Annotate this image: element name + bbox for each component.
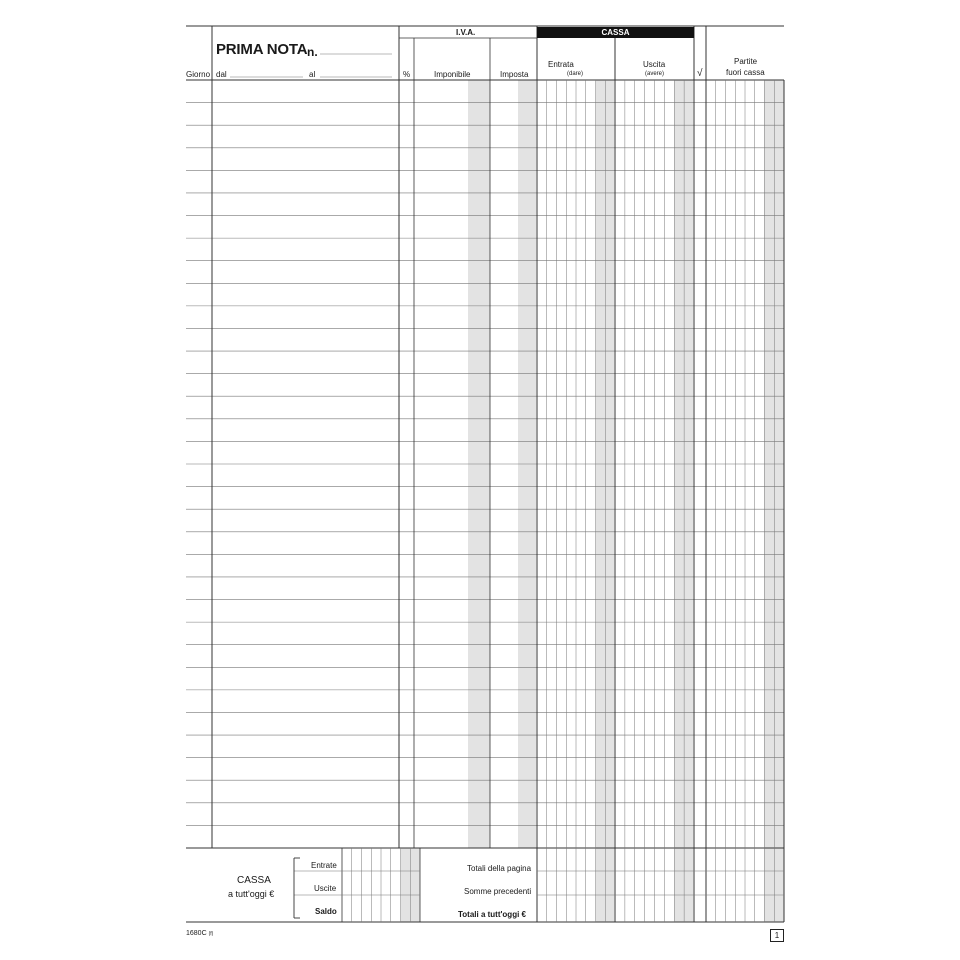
totali-pagina-label: Totali della pagina xyxy=(467,864,532,873)
form-number-label: n. xyxy=(307,45,318,59)
partite-header-1: Partite xyxy=(734,57,758,66)
somme-precedenti-label: Somme precedenti xyxy=(464,887,532,896)
partite-header-2: fuori cassa xyxy=(726,68,765,77)
imponibile-header: Imponibile xyxy=(434,70,471,79)
entrata-subheader: (dare) xyxy=(567,71,584,77)
footer-cassa-label: CASSA xyxy=(237,875,271,886)
cassa-banner: CASSA xyxy=(537,27,694,38)
uscita-cents-shade xyxy=(674,80,693,922)
percent-header: % xyxy=(403,70,411,79)
uscite-label: Uscite xyxy=(314,884,337,893)
dal-label: dal xyxy=(216,70,227,79)
check-header: √ xyxy=(697,68,703,79)
form-title: PRIMA NOTA xyxy=(216,41,308,58)
imposta-header: Imposta xyxy=(500,70,529,79)
al-label: al xyxy=(309,70,316,79)
form-code-sub: (f) xyxy=(208,931,214,937)
footer-cassa-sub: a tutt'oggi € xyxy=(228,889,275,899)
entrata-header: Entrata xyxy=(548,60,574,69)
giorno-header: Giorno xyxy=(186,70,211,79)
saldo-label: Saldo xyxy=(315,907,337,916)
uscita-subheader: (avere) xyxy=(645,71,665,77)
entrate-label: Entrate xyxy=(311,861,337,870)
totali-oggi-label: Totali a tutt'oggi € xyxy=(458,910,526,919)
uscita-header: Uscita xyxy=(643,60,666,69)
form-code-main: 1680C xyxy=(186,930,207,937)
iva-header: I.V.A. xyxy=(456,28,476,37)
page-number: 1 xyxy=(770,929,784,942)
form-code xyxy=(186,930,213,937)
